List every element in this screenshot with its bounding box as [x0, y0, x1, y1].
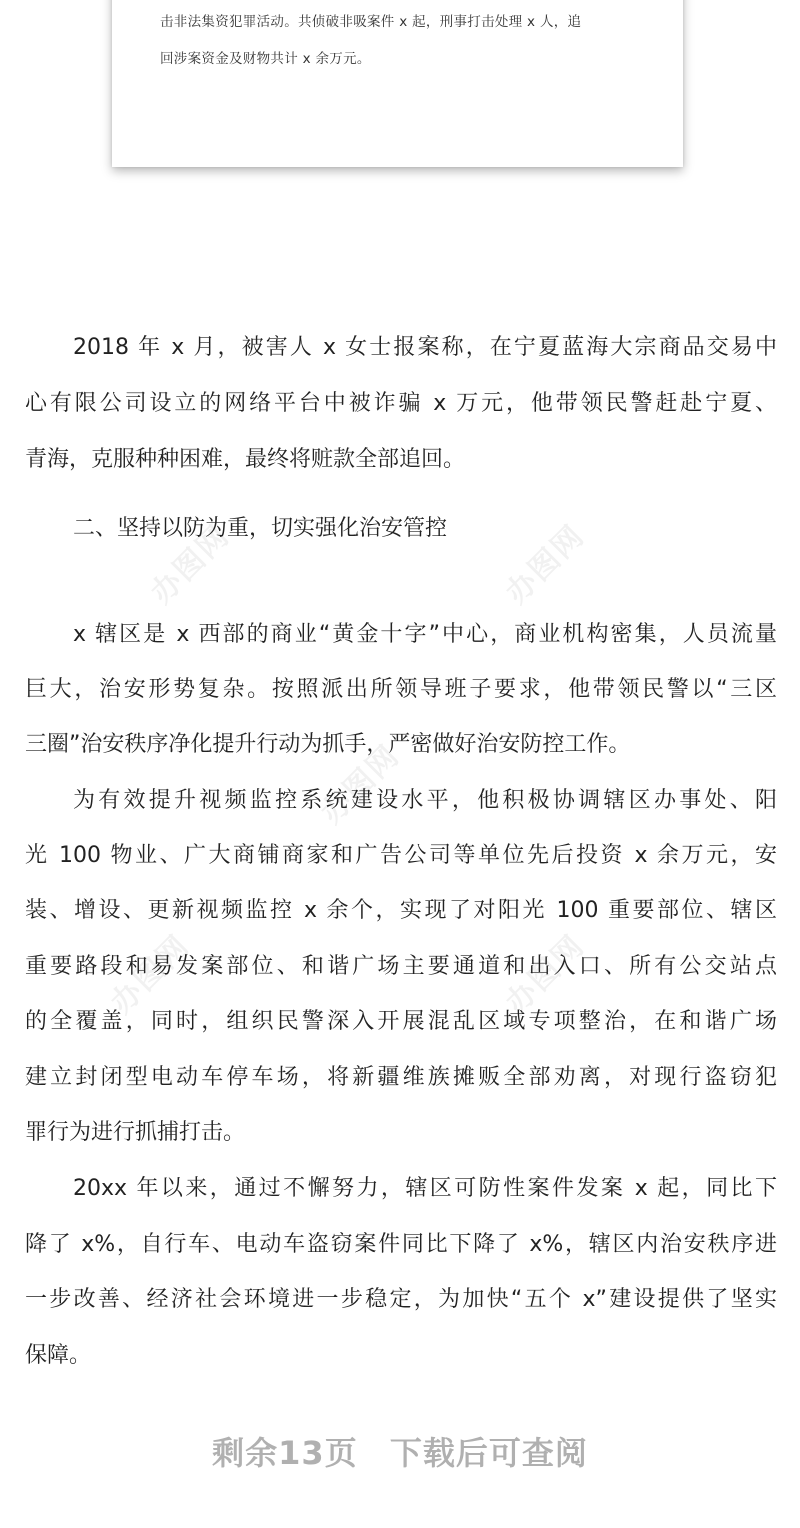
card-text-line: 击非法集资犯罪活动。共侦破非吸案件 x 起，刑事打击处理 x 人，追 [160, 14, 582, 30]
paragraph-line: 的全覆盖，同时，组织民警深入开展混乱区域专项整治，在和谐广场 [25, 1009, 777, 1034]
section-heading: 二、坚持以防为重，切实强化治安管控 [73, 516, 448, 541]
remaining-pages-prompt[interactable]: 剩余13页 下载后可查阅 [212, 1434, 588, 1472]
paragraph-line: 光 100 物业、广大商铺商家和广告公司等单位先后投资 x 余万元，安 [25, 843, 777, 868]
paragraph-line: 为有效提升视频监控系统建设水平，他积极协调辖区办事处、阳 [73, 788, 777, 813]
paragraph-line: 巨大，治安形势复杂。按照派出所领导班子要求，他带领民警以“三区 [25, 677, 777, 702]
paragraph-line: 装、增设、更新视频监控 x 余个，实现了对阳光 100 重要部位、辖区 [25, 898, 777, 923]
paragraph-line: 心有限公司设立的网络平台中被诈骗 x 万元，他带领民警赶赴宁夏、 [25, 391, 777, 416]
paragraph-line: 重要路段和易发案部位、和谐广场主要通道和出入口、所有公交站点 [25, 954, 777, 979]
paragraph-line: 2018 年 x 月，被害人 x 女士报案称，在宁夏蓝海大宗商品交易中 [73, 335, 777, 360]
paragraph-line: x 辖区是 x 西部的商业“黄金十字”中心，商业机构密集，人员流量 [73, 622, 777, 647]
watermark: 办图网 [499, 518, 592, 611]
paragraph-line: 罪行为进行抓捕打击。 [25, 1120, 246, 1145]
paragraph-line: 建立封闭型电动车停车场，将新疆维族摊贩全部劝离，对现行盗窃犯 [25, 1065, 777, 1090]
paragraph-line: 降了 x%，自行车、电动车盗窃案件同比下降了 x%，辖区内治安秩序进 [25, 1232, 777, 1257]
paragraph-line: 青海，克服种种困难，最终将赃款全部追回。 [25, 447, 466, 472]
watermark: 办图网 [104, 928, 197, 1021]
watermark: 办图网 [314, 738, 407, 831]
card-text-line: 回涉案资金及财物共计 x 余万元。 [160, 51, 371, 67]
watermark: 办图网 [144, 518, 237, 611]
paragraph-line: 一步改善、经济社会环境进一步稳定，为加快“五个 x”建设提供了坚实 [25, 1287, 777, 1312]
paragraph-line: 三圈”治安秩序净化提升行动为抓手，严密做好治安防控工作。 [25, 732, 631, 757]
paragraph-line: 保障。 [25, 1343, 92, 1368]
document-preview-card [112, 0, 683, 167]
paragraph-line: 20xx 年以来，通过不懈努力，辖区可防性案件发案 x 起，同比下 [73, 1176, 777, 1201]
watermark: 办图网 [499, 928, 592, 1021]
